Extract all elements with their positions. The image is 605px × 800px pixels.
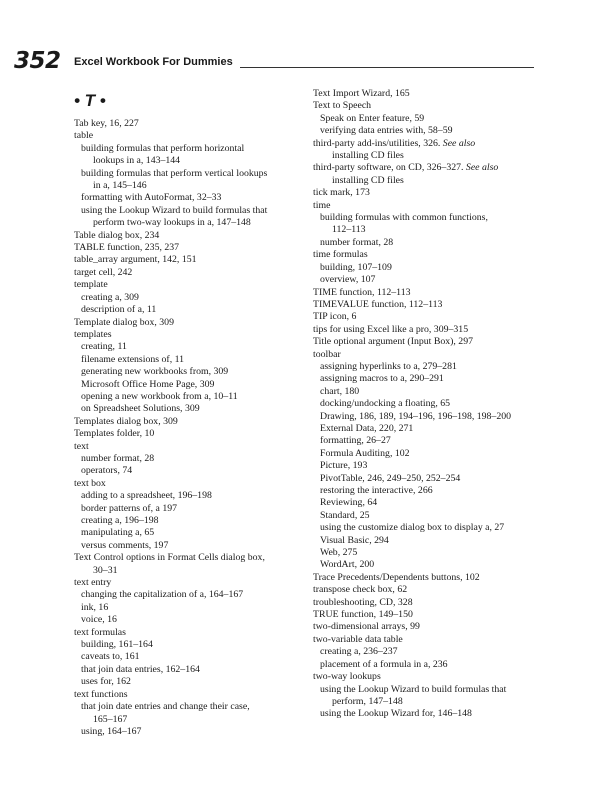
index-entry-text: third-party software, on CD, 326–327. [313,162,464,174]
index-entry [313,671,551,683]
index-entry [74,515,309,527]
index-entry-text: overview, 107 [320,274,376,286]
index-entry-text: toolbar [313,348,341,360]
index-entry [74,391,309,403]
index-entry-text: text box [74,477,106,489]
index-entry-text: table [74,130,94,142]
index-entry [313,386,551,398]
index-entry [313,535,551,547]
section-letter: • T • [74,91,106,110]
index-entry [74,217,309,229]
index-entry [313,373,551,385]
index-entry [74,292,309,304]
index-entry [74,366,309,378]
index-entry [313,423,551,435]
index-entry-text: building formulas with common functions, [320,212,488,224]
index-entry [313,274,551,286]
index-entry [313,497,551,509]
index-entry-text: text entry [74,577,112,589]
index-entry-text: Drawing, 186, 189, 194–196, 196–198, 198–200 [320,410,512,422]
index-entry-text: table_array argument, 142, 151 [74,254,197,266]
index-entry [313,125,551,137]
index-entry [74,627,309,639]
index-entry [313,100,551,112]
index-entry [74,552,309,564]
index-entry-text: formatting, 26–27 [320,435,391,447]
index-entry [313,336,551,348]
index-entry-text: installing CD files [332,150,404,162]
index-entry [74,465,309,477]
index-entry-text: creating a, 309 [81,291,139,303]
index-entry [74,354,309,366]
index-entry [313,411,551,423]
index-entry-text: in a, 145–146 [93,180,147,192]
index-entry-text: text formulas [74,626,126,638]
index-entry [313,435,551,447]
index-entry-text: border patterns of, a 197 [81,502,178,514]
index-entry-text: formatting with AutoFormat, 32–33 [81,192,222,204]
index-entry [313,485,551,497]
index-entry-text: verifying data entries with, 58–59 [320,125,453,137]
index-entry-text: voice, 16 [81,614,117,626]
index-entry [74,205,309,217]
index-entry [74,192,309,204]
index-entry-text: using the Lookup Wizard for, 146–148 [320,708,472,720]
index-cross-reference: See also [465,162,499,174]
index-entry [313,138,551,150]
index-entry-text: restoring the interactive, 266 [320,485,433,496]
index-entry [74,304,309,316]
index-column-left [74,88,309,738]
index-entry [74,527,309,539]
index-entry-text: description of a, 11 [81,304,157,316]
index-entry [74,639,309,651]
header-rule [240,67,534,68]
index-entry [313,361,551,373]
index-entry [74,279,309,291]
index-entry [313,162,551,174]
index-entry [313,547,551,559]
index-entry-text: text functions [74,688,128,700]
index-entry-text: 30–31 [93,564,118,576]
index-cross-reference: See also [442,137,476,149]
index-entry-text: Title optional argument (Input Box), 297 [313,336,474,348]
index-entry-text: that join date entries and change their case, [81,701,250,713]
index-entry [313,398,551,410]
index-entry-text: time formulas [313,249,368,261]
index-entry [313,249,551,261]
index-entry-text: PivotTable, 246, 249–250, 252–254 [320,472,461,484]
index-entry-text: using the Lookup Wizard to build formulas that [81,204,268,216]
index-entry-text: ink, 16 [81,601,109,613]
index-entry-text: Standard, 25 [320,509,370,521]
index-entry [313,597,551,609]
index-entry-text: caveats to, 161 [81,651,140,663]
index-entry [313,584,551,596]
index-entry [74,701,309,713]
index-entry-text: third-party add-ins/utilities, 326. [313,137,441,149]
index-entry-text: two-variable data table [313,633,403,645]
index-entry [313,559,551,571]
index-entry-text: on Spreadsheet Solutions, 309 [81,403,200,415]
index-entry [313,696,551,708]
index-entries-right [313,88,551,721]
index-entry [313,684,551,696]
index-entry-text: changing the capitalization of a, 164–167 [81,589,244,601]
index-entry [74,664,309,676]
index-entry [313,175,551,187]
index-entry [313,311,551,323]
index-entry [313,237,551,249]
page-number: 352 [14,48,61,74]
index-entry-text: Tab key, 16, 227 [74,118,139,129]
index-entry [313,510,551,522]
index-entry [313,572,551,584]
index-entry-text: Web, 275 [320,547,358,559]
index-entry [74,379,309,391]
index-entry-text: two-way lookups [313,671,381,683]
index-entry-text: building formulas that perform horizontal [81,142,245,154]
index-entry [74,267,309,279]
index-entry [74,490,309,502]
index-entry-text: building, 161–164 [81,639,153,651]
index-entry-text: External Data, 220, 271 [320,422,414,434]
index-entry-text: filename extensions of, 11 [81,353,185,365]
index-entry [313,224,551,236]
index-entry [74,317,309,329]
index-entry-text: generating new workbooks from, 309 [81,366,229,378]
page-header [14,48,534,74]
index-entry-text: two-dimensional arrays, 99 [313,621,420,633]
index-entries-left [74,118,309,738]
index-entry [74,540,309,552]
index-entry-text: Visual Basic, 294 [320,534,389,546]
index-entry-text: using the Lookup Wizard to build formulas that [320,683,507,695]
index-entry-text: Text Import Wizard, 165 [313,88,410,99]
index-entry-text: versus comments, 197 [81,539,169,551]
index-entry-text: Table dialog box, 234 [74,229,160,241]
index-entry [74,403,309,415]
index-entry-text: WordArt, 200 [320,559,375,571]
index-entry-text: 165–167 [93,713,128,725]
index-entry [313,522,551,534]
index-entry-text: Trace Precedents/Dependents buttons, 102 [313,571,480,583]
index-entry-text: Text Control options in Format Cells dialog box, [74,552,265,564]
index-entry-text: TIME function, 112–113 [313,286,411,298]
index-entry [313,212,551,224]
index-entry [74,155,309,167]
index-entry-text: using the customize dialog box to display a, 27 [320,522,505,534]
index-entry [313,609,551,621]
index-entry-text: that join data entries, 162–164 [81,663,200,675]
index-entry [74,689,309,701]
index-entry [74,453,309,465]
index-entry-text: text [74,440,89,452]
index-entry-text: operators, 74 [81,465,133,477]
index-entry-text: number format, 28 [320,236,394,248]
index-entry-text: perform, 147–148 [332,695,403,707]
index-entry [313,473,551,485]
index-entry-text: creating a, 196–198 [81,515,159,526]
index-entry [74,416,309,428]
index-entry-text: TABLE function, 235, 237 [74,242,180,254]
index-entry [74,230,309,242]
index-entry-text: perform two-way lookups in a, 147–148 [93,217,251,229]
index-entry-text: uses for, 162 [81,676,131,688]
index-entry-text: installing CD files [332,174,404,186]
index-entry-text: TIMEVALUE function, 112–113 [313,298,443,310]
index-entry-text: 112–113 [332,224,366,236]
index-entry [74,726,309,738]
index-entry [313,200,551,212]
index-entry-text: Reviewing, 64 [320,497,378,509]
index-entry-text: Microsoft Office Home Page, 309 [81,378,215,390]
index-entry-text: Speak on Enter feature, 59 [320,112,425,124]
index-entry-text: TRUE function, 149–150 [313,609,413,621]
index-entry [313,299,551,311]
index-entry [313,262,551,274]
index-entry [74,242,309,254]
index-entry-text: creating a, 236–237 [320,646,398,658]
index-entry-text: Text to Speech [313,100,372,112]
index-entry [313,88,551,100]
index-entry [74,565,309,577]
index-entry-text: transpose check box, 62 [313,584,408,596]
index-entry [313,621,551,633]
index-entry [74,329,309,341]
index-entry-text: placement of a formula in a, 236 [320,658,448,670]
index-entry [74,130,309,142]
index-entry-text: opening a new workbook from a, 10–11 [81,390,238,402]
index-entry [313,460,551,472]
index-entry [74,577,309,589]
index-entry-text: target cell, 242 [74,266,133,278]
index-column-right [313,88,551,721]
index-entry-text: chart, 180 [320,385,360,397]
index-entry [74,602,309,614]
index-entry-text: tick mark, 173 [313,187,370,199]
index-entry-text: Templates folder, 10 [74,428,155,440]
index-entry-text: building formulas that perform vertical lookups [81,167,268,179]
index-entry [313,634,551,646]
index-entry [313,113,551,125]
index-entry [74,180,309,192]
index-entry [74,714,309,726]
index-entry-text: Templates dialog box, 309 [74,415,178,427]
book-title: Excel Workbook For Dummies [74,56,233,68]
index-entry [313,349,551,361]
index-entry-text: using, 164–167 [81,725,142,737]
index-entry-text: TIP icon, 6 [313,311,357,323]
index-entry [313,324,551,336]
index-entry [74,254,309,266]
index-entry [74,168,309,180]
index-entry-text: number format, 28 [81,452,155,464]
index-entry [313,287,551,299]
index-entry-text: Picture, 193 [320,460,368,472]
index-entry [74,441,309,453]
index-entry [74,143,309,155]
index-entry-text: Template dialog box, 309 [74,316,174,328]
index-entry-text: templates [74,328,112,340]
index-entry-text: template [74,279,108,291]
index-entry-text: Formula Auditing, 102 [320,447,410,459]
index-entry-text: tips for using Excel like a pro, 309–315 [313,323,469,335]
index-entry [313,187,551,199]
index-entry [74,341,309,353]
index-entry [313,150,551,162]
index-entry-text: lookups in a, 143–144 [93,155,181,167]
index-entry [313,708,551,720]
index-entry-text: docking/undocking a floating, 65 [320,398,451,410]
index-entry [313,646,551,658]
index-entry [74,676,309,688]
index-entry-text: manipulating a, 65 [81,527,155,539]
index-entry-text: building, 107–109 [320,261,392,273]
index-entry [74,651,309,663]
index-entry [74,118,309,130]
index-entry-text: assigning hyperlinks to a, 279–281 [320,360,457,372]
index-entry [74,428,309,440]
index-entry-text: assigning macros to a, 290–291 [320,373,444,385]
index-entry [74,614,309,626]
index-entry [74,589,309,601]
index-entry [74,503,309,515]
index-entry-text: time [313,199,331,211]
index-entry-text: creating, 11 [81,341,127,353]
index-entry [74,478,309,490]
index-entry-text: adding to a spreadsheet, 196–198 [81,490,212,502]
index-entry-text: troubleshooting, CD, 328 [313,596,413,608]
index-entry [313,659,551,671]
index-entry [313,448,551,460]
